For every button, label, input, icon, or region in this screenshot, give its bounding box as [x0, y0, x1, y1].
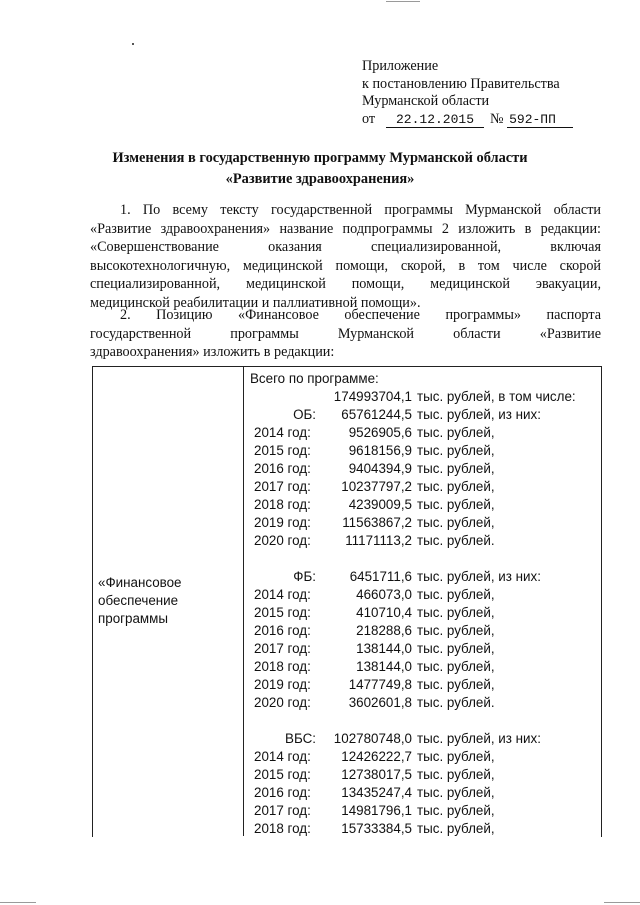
group-value: 102780748,0	[333, 731, 412, 746]
group-spacer	[250, 712, 595, 730]
paragraph-2-last-line: здравоохранения» изложить в редакции:	[90, 344, 335, 360]
appendix-region: Мурманской области	[362, 93, 490, 109]
paragraph-1-line: «Развитие здравоохранения» название подпрограммы 2 изложить в редакции:	[90, 220, 601, 237]
group-fb-row	[250, 568, 595, 586]
year-unit: тыс. рублей,	[417, 425, 495, 440]
year-unit: тыс. рублей,	[417, 461, 495, 476]
scan-artifact-bottom-left	[0, 902, 36, 903]
scan-artifact-bottom-right	[604, 902, 640, 903]
group-spacer	[250, 550, 595, 568]
year-row	[250, 424, 595, 442]
year-row	[250, 676, 595, 694]
year-label: 2014 год:	[254, 749, 311, 764]
year-value: 4239009,5	[348, 497, 412, 512]
year-value: 9404394,9	[348, 461, 412, 476]
year-row	[250, 694, 595, 712]
year-value: 11563867,2	[342, 515, 412, 530]
year-label: 2017 год:	[254, 479, 311, 494]
group-value: 6451711,6	[349, 569, 412, 584]
left-label-line: программы	[98, 611, 168, 626]
total-heading-row	[250, 370, 595, 388]
year-row	[250, 820, 595, 838]
scan-artifact-top	[386, 1, 420, 2]
total-value: 174993704,1	[333, 389, 412, 404]
year-value: 14981796,1	[341, 803, 412, 818]
year-label: 2018 год:	[254, 497, 311, 512]
group-unit: тыс. рублей, из них:	[417, 569, 541, 584]
year-unit: тыс. рублей,	[417, 479, 495, 494]
resolution-number: 592-ПП	[507, 113, 573, 128]
year-label: 2020 год:	[254, 695, 311, 710]
paragraph-1-line: «Совершенствование оказания специализированной, включая	[90, 239, 601, 255]
total-unit: тыс. рублей, в том числе:	[417, 389, 576, 404]
year-label: 2018 год:	[254, 821, 311, 836]
year-label: 2015 год:	[254, 443, 311, 458]
total-row	[250, 388, 595, 406]
group-ob-row	[250, 406, 595, 424]
year-value: 15733384,5	[341, 821, 412, 836]
year-label: 2020 год:	[254, 533, 311, 548]
document-subtitle: «Развитие здравоохранения»	[225, 171, 415, 187]
year-unit: тыс. рублей,	[417, 443, 495, 458]
year-value: 11171113,2	[345, 533, 412, 548]
year-unit: тыс. рублей,	[417, 749, 495, 764]
date-prefix: от	[362, 110, 376, 127]
year-row	[250, 586, 595, 604]
year-label: 2014 год:	[254, 587, 311, 602]
year-label: 2017 год:	[254, 641, 311, 656]
year-unit: тыс. рублей,	[417, 515, 495, 530]
scan-artifact-dot	[132, 43, 134, 45]
year-value: 1477749,8	[348, 677, 412, 692]
appendix-title: Приложение	[362, 58, 439, 74]
year-row	[250, 604, 595, 622]
year-row	[250, 766, 595, 784]
document-title: Изменения в государственную программу Мурманской области	[112, 150, 528, 166]
paragraph-2-line: государственной программы Мурманской области «Развитие	[90, 325, 601, 342]
year-value: 12738017,5	[341, 767, 412, 782]
group-unit: тыс. рублей, из них:	[417, 731, 541, 746]
table-left-label	[98, 574, 182, 628]
year-value: 3602601,8	[348, 695, 412, 710]
year-unit: тыс. рублей,	[417, 587, 495, 602]
resolution-date: 22.12.2015	[386, 113, 484, 128]
group-unit: тыс. рублей, из них:	[417, 407, 541, 422]
year-unit: тыс. рублей,	[417, 659, 495, 674]
financing-details	[250, 370, 595, 838]
year-label: 2015 год:	[254, 767, 311, 782]
paragraph-1-line: специализированной, медицинской помощи, медицинской эвакуации,	[90, 276, 601, 292]
year-label: 2016 год:	[254, 785, 311, 800]
year-row	[250, 802, 595, 820]
group-label: ФБ:	[293, 569, 316, 584]
year-row	[250, 478, 595, 496]
paragraph-1-last-line: медицинской реабилитации и паллиативной помощи».	[90, 294, 421, 311]
year-unit: тыс. рублей.	[417, 533, 495, 548]
year-value: 138144,0	[356, 659, 412, 674]
group-value: 65761244,5	[341, 407, 412, 422]
year-label: 2016 год:	[254, 461, 311, 476]
left-label-line: «Финансовое	[98, 575, 182, 590]
year-row	[250, 784, 595, 802]
table-column-divider	[243, 366, 244, 836]
year-label: 2018 год:	[254, 659, 311, 674]
year-unit: тыс. рублей,	[417, 785, 495, 800]
appendix-resolution-ref: к постановлению Правительства	[362, 75, 560, 92]
total-heading: Всего по программе:	[250, 371, 379, 386]
group-label: ОБ:	[293, 407, 316, 422]
group-vbs-row	[250, 730, 595, 748]
year-label: 2019 год:	[254, 515, 311, 530]
number-sign: №	[490, 110, 504, 127]
year-value: 9526905,6	[348, 425, 412, 440]
year-unit: тыс. рублей,	[417, 677, 495, 692]
year-label: 2016 год:	[254, 623, 311, 638]
year-unit: тыс. рублей,	[417, 641, 495, 656]
year-row	[250, 514, 595, 532]
year-row	[250, 496, 595, 514]
year-unit: тыс. рублей,	[417, 623, 495, 638]
paragraph-1	[90, 201, 601, 312]
year-value: 466073,0	[356, 587, 412, 602]
year-value: 410710,4	[356, 605, 412, 620]
year-row	[250, 640, 595, 658]
year-value: 138144,0	[356, 641, 412, 656]
paragraph-1-line: высокотехнологичную, медицинской помощи, скорой, в том числе скорой	[90, 257, 601, 274]
group-label: ВБС:	[285, 731, 316, 746]
year-row	[250, 622, 595, 640]
year-value: 10237797,2	[341, 479, 412, 494]
year-unit: тыс. рублей.	[417, 695, 495, 710]
year-row	[250, 532, 595, 550]
year-unit: тыс. рублей,	[417, 803, 495, 818]
appendix-date-row	[362, 111, 573, 129]
year-unit: тыс. рублей,	[417, 767, 495, 782]
year-value: 9618156,9	[348, 443, 412, 458]
paragraph-2-line: 2. Позицию «Финансовое обеспечение программы» паспорта	[120, 307, 601, 323]
year-row	[250, 460, 595, 478]
year-value: 218288,6	[356, 623, 412, 638]
year-label: 2017 год:	[254, 803, 311, 818]
year-value: 13435247,4	[341, 785, 412, 800]
left-label-line: обеспечение	[98, 593, 179, 608]
paragraph-1-line: 1. По всему тексту государственной программы Мурманской области	[120, 202, 601, 218]
year-row	[250, 658, 595, 676]
year-row	[250, 748, 595, 766]
paragraph-2	[90, 306, 601, 362]
appendix-block	[362, 58, 573, 128]
year-unit: тыс. рублей,	[417, 605, 495, 620]
year-label: 2015 год:	[254, 605, 311, 620]
year-value: 12426222,7	[341, 749, 412, 764]
year-row	[250, 442, 595, 460]
year-label: 2014 год:	[254, 425, 311, 440]
year-unit: тыс. рублей,	[417, 821, 495, 836]
year-label: 2019 год:	[254, 677, 311, 692]
year-unit: тыс. рублей,	[417, 497, 495, 512]
